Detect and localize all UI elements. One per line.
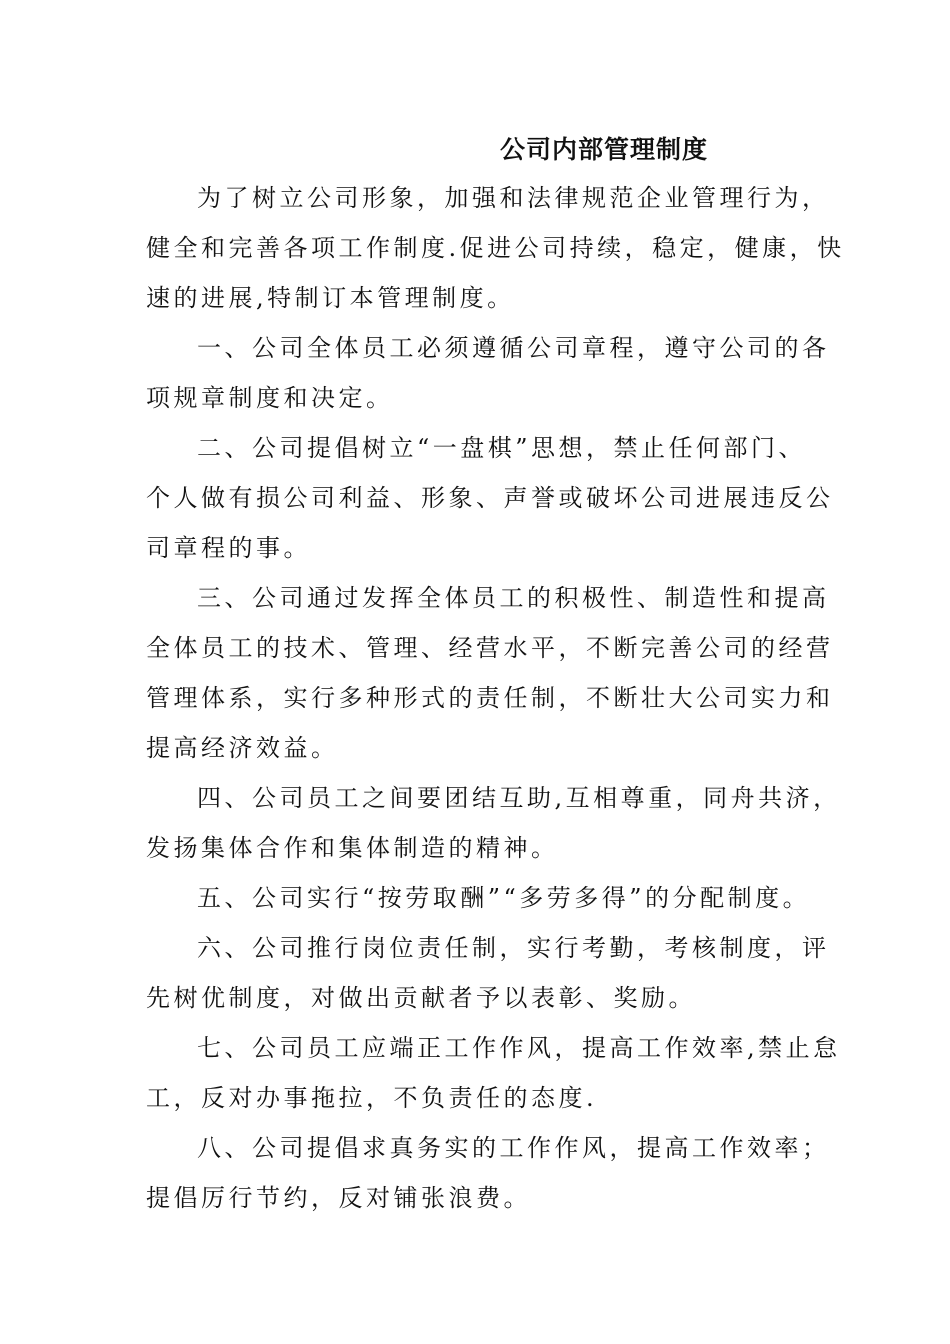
article-1-line-1: 一、公司全体员工必须遵循公司章程，遵守公司的各 [197, 334, 830, 362]
article-8-line-1: 八、公司提倡求真务实的工作作风，提高工作效率； [197, 1134, 830, 1162]
intro-line-1: 为了树立公司形象，加强和法律规范企业管理行为， [197, 184, 830, 212]
intro-line-2: 健全和完善各项工作制度.促进公司持续，稳定，健康，快 [146, 234, 845, 262]
article-5-line-1: 五、公司实行“按劳取酬”“多劳多得”的分配制度。 [197, 884, 811, 912]
article-6-line-1: 六、公司推行岗位责任制，实行考勤，考核制度，评 [197, 934, 830, 962]
article-3-line-3: 管理体系，实行多种形式的责任制，不断壮大公司实力和 [146, 684, 834, 712]
article-7-line-1: 七、公司员工应端正工作作风，提高工作效率,禁止怠 [197, 1034, 841, 1062]
article-3-line-2: 全体员工的技术、管理、经营水平，不断完善公司的经营 [146, 634, 834, 662]
article-7-line-2: 工，反对办事拖拉，不负责任的态度. [146, 1084, 598, 1112]
article-1-line-2: 项规章制度和决定。 [146, 384, 394, 412]
article-4-line-1: 四、公司员工之间要团结互助,互相尊重，同舟共济， [197, 784, 841, 812]
article-3-line-4: 提高经济效益。 [146, 734, 339, 762]
article-3-line-1: 三、公司通过发挥全体员工的积极性、制造性和提高 [197, 584, 830, 612]
article-4-line-2: 发扬集体合作和集体制造的精神。 [146, 834, 559, 862]
document-title: 公司内部管理制度 [500, 135, 709, 164]
article-6-line-2: 先树优制度，对做出贡献者予以表彰、奖励。 [146, 984, 696, 1012]
article-2-line-1: 二、公司提倡树立“一盘棋”思想，禁止任何部门、 [197, 434, 807, 462]
article-2-line-2: 个人做有损公司利益、形象、声誉或破坏公司进展违反公 [146, 484, 834, 512]
article-2-line-3: 司章程的事。 [146, 534, 311, 562]
intro-line-3: 速的进展,特制订本管理制度。 [146, 284, 515, 312]
article-8-line-2: 提倡厉行节约，反对铺张浪费。 [146, 1184, 531, 1212]
